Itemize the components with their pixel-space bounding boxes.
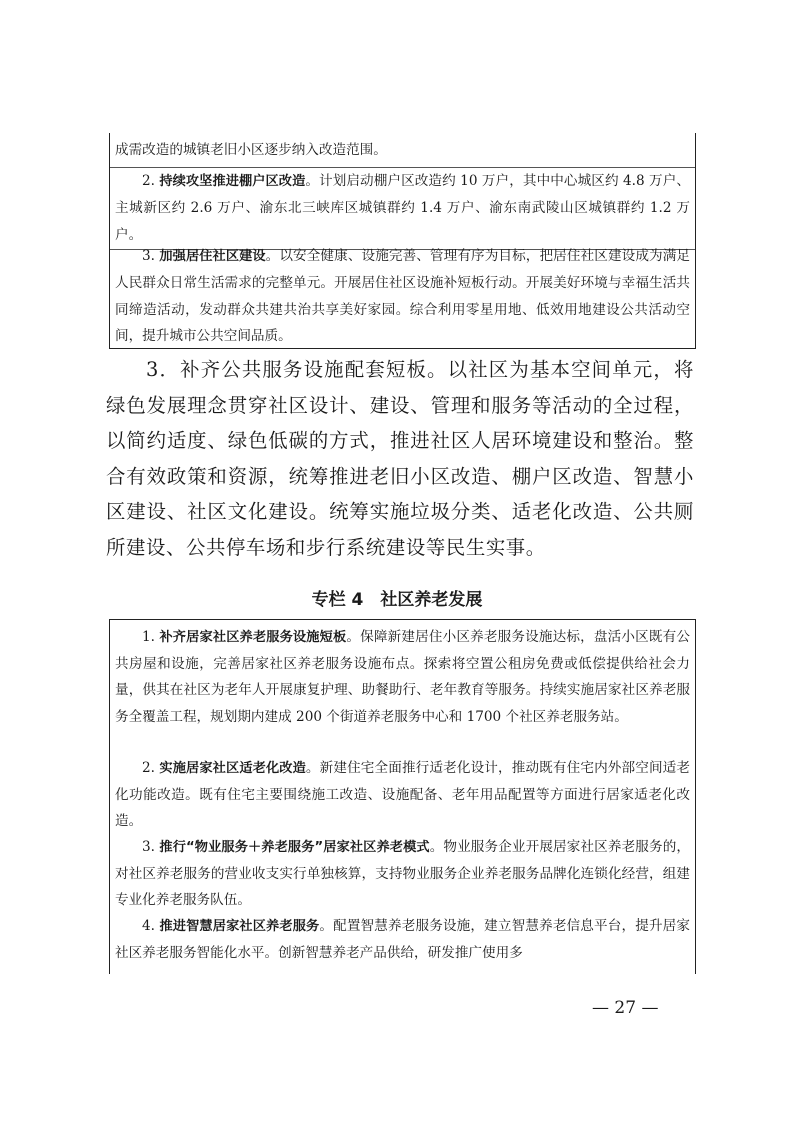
box-paragraph: 4. 推进智慧居家社区养老服务。配置智慧养老服务设施，建立智慧养老信息平台，提升居家社区养老服务智能化水平。创新智慧养老产品供给，研发推广使用多	[115, 918, 691, 962]
top-column-box	[109, 133, 696, 349]
page-number: — 27 —	[592, 998, 659, 1018]
column-title: 专栏 4 社区养老发展	[311, 590, 483, 610]
item-heading: 补齐居家社区养老服务设施短板	[159, 630, 347, 645]
item-heading: 持续攻坚推进棚户区改造	[159, 174, 306, 189]
body-paragraph: 3．补齐公共服务设施配套短板。以社区为基本空间单元，将绿色发展理念贯穿社区设计、建设、管理和服务等活动的全过程，以简约适度、绿色低碳的方式，推进社区人居环境建设和整治。整合有效政策和资源，统筹推进老旧小区改造、棚户区改造、智慧小区建设、社区文化建设。统筹实施垃圾分类、适老化改造、公共厕所建设、公共停车场和步行系统建设等民生实事。	[106, 358, 694, 559]
item-heading: 加强居住社区建设	[159, 249, 266, 264]
box-paragraph: 2. 实施居家社区适老化改造。新建住宅全面推行适老化设计，推动既有住宅内外部空间适老化功能改造。既有住宅主要围绕施工改造、设施配备、老年用品配置等方面进行居家适老化改造。	[115, 760, 691, 830]
item-heading: 推进智慧居家社区养老服务	[159, 919, 320, 934]
item-heading: 实施居家社区适老化改造	[159, 761, 306, 776]
box-paragraph: 成需改造的城镇老旧小区逐步纳入改造范围。	[115, 142, 387, 158]
box-paragraph: 3. 推行“物业服务＋养老服务”居家社区养老模式。物业服务企业开展居家社区养老服务的，对社区养老服务的营业收支实行单独核算，支持物业服务企业养老服务品牌化连锁化经营，组建专业化养老服务队伍。	[115, 839, 690, 909]
box-paragraph: 3. 加强居住社区建设。以安全健康、设施完善、管理有序为目标，把居住社区建设成为满足人民群众日常生活需求的完整单元。开展居住社区设施补短板行动。开展美好环境与幸福生活共同缔造活动，发动群众共建共治共享美好家园。综合利用零星用地、低效用地建设公共活动空间，提升城市公共空间品质。	[115, 248, 690, 345]
elderly-care-column-box	[109, 619, 696, 974]
item-heading: 推行“物业服务＋养老服务”居家社区养老模式	[159, 840, 430, 855]
box-paragraph: 1. 补齐居家社区养老服务设施短板。保障新建居住小区养老服务设施达标，盘活小区既有公共房屋和设施，完善居家社区养老服务设施布点。探索将空置公租房免费或低偿提供给社会力量，供其在社区为老年人开展康复护理、助餐助行、老年教育等服务。持续实施居家社区养老服务全覆盖工程，规划期内建成 200 个街道养老服务中心和 1700 个社区养老服务站。	[115, 629, 691, 725]
box-paragraph: 2. 持续攻坚推进棚户区改造。计划启动棚户区改造约 10 万户，其中中心城区约 4.8 万户、主城新区约 2.6 万户、渝东北三峡库区城镇群约 1.4 万户、渝东南武陵山区城镇群约 1.2 万户。	[115, 173, 690, 243]
